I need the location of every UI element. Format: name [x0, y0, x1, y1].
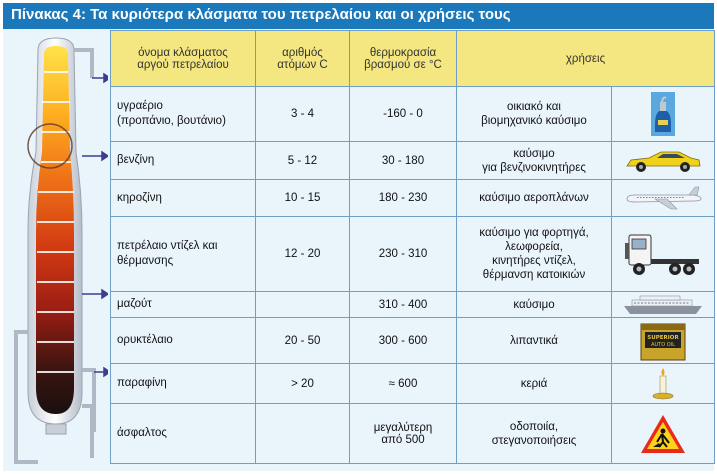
title-bar	[3, 3, 714, 31]
boiling-temp: 180 - 230	[350, 180, 457, 217]
carbon-atoms: 12 - 20	[256, 217, 350, 292]
header-uses: χρήσεις	[457, 31, 715, 87]
oil-can-label-top: SUPERIOR	[647, 334, 679, 341]
candle-icon	[612, 364, 715, 404]
fraction-name: παραφίνη	[111, 364, 256, 404]
table-row	[111, 364, 715, 404]
use-description: καύσιμο για βενζινοκινητήρες	[457, 142, 612, 180]
carbon-atoms	[256, 404, 350, 464]
carbon-atoms: 5 - 12	[256, 142, 350, 180]
boiling-temp: ≈ 600	[350, 364, 457, 404]
table-row	[111, 142, 715, 180]
fraction-name: πετρέλαιο ντίζελ και θέρμανσης	[111, 217, 256, 292]
fraction-name: μαζούτ	[111, 292, 256, 318]
use-description: οδοποιία, στεγανοποιήσεις	[457, 404, 612, 464]
sports-car-icon	[612, 142, 715, 180]
road-work-sign-icon	[612, 404, 715, 464]
carbon-atoms: 20 - 50	[256, 318, 350, 364]
table-title: Πίνακας 4: Τα κυριότερα κλάσματα του πετρελαίου και οι χρήσεις τους	[11, 6, 511, 23]
boiling-temp: 310 - 400	[350, 292, 457, 318]
oil-can-label-bottom: AUTO OIL	[651, 341, 675, 348]
use-description: καύσιμο αεροπλάνων	[457, 180, 612, 217]
fractions-table	[110, 30, 715, 464]
oil-can-icon	[612, 318, 715, 364]
carbon-atoms: 10 - 15	[256, 180, 350, 217]
header-fraction-name: όνομα κλάσματος αργού πετρελαίου	[111, 31, 256, 87]
boiling-temp: 300 - 600	[350, 318, 457, 364]
use-description: κεριά	[457, 364, 612, 404]
fraction-name: υγραέριο (προπάνιο, βουτάνιο)	[111, 87, 256, 142]
table-row	[111, 87, 715, 142]
table-row	[111, 180, 715, 217]
fraction-name: βενζίνη	[111, 142, 256, 180]
gas-canister-icon	[612, 87, 715, 142]
fraction-name: ορυκτέλαιο	[111, 318, 256, 364]
table-row	[111, 292, 715, 318]
table-row	[111, 217, 715, 292]
table-row	[111, 404, 715, 464]
carbon-atoms: 3 - 4	[256, 87, 350, 142]
table-row	[111, 318, 715, 364]
fraction-name: άσφαλτος	[111, 404, 256, 464]
header-boiling-temp: θερμοκρασία βρασμού σε °C	[350, 31, 457, 87]
boiling-temp: μεγαλύτερη από 500	[350, 404, 457, 464]
use-description: οικιακό και βιομηχανικό καύσιμο	[457, 87, 612, 142]
truck-icon	[612, 217, 715, 292]
airplane-icon	[612, 180, 715, 217]
boiling-temp: -160 - 0	[350, 87, 457, 142]
ship-icon	[612, 292, 715, 318]
distillation-column-illustration	[8, 32, 108, 468]
use-description: λιπαντικά	[457, 318, 612, 364]
carbon-atoms	[256, 292, 350, 318]
boiling-temp: 230 - 310	[350, 217, 457, 292]
use-description: καύσιμο	[457, 292, 612, 318]
fraction-name: κηροζίνη	[111, 180, 256, 217]
carbon-atoms: > 20	[256, 364, 350, 404]
header-row	[111, 31, 715, 87]
header-carbon-atoms: αριθμός ατόμων C	[256, 31, 350, 87]
use-description: καύσιμο για φορτηγά, λεωφορεία, κινητήρες ντίζελ, θέρμανση κατοικιών	[457, 217, 612, 292]
boiling-temp: 30 - 180	[350, 142, 457, 180]
